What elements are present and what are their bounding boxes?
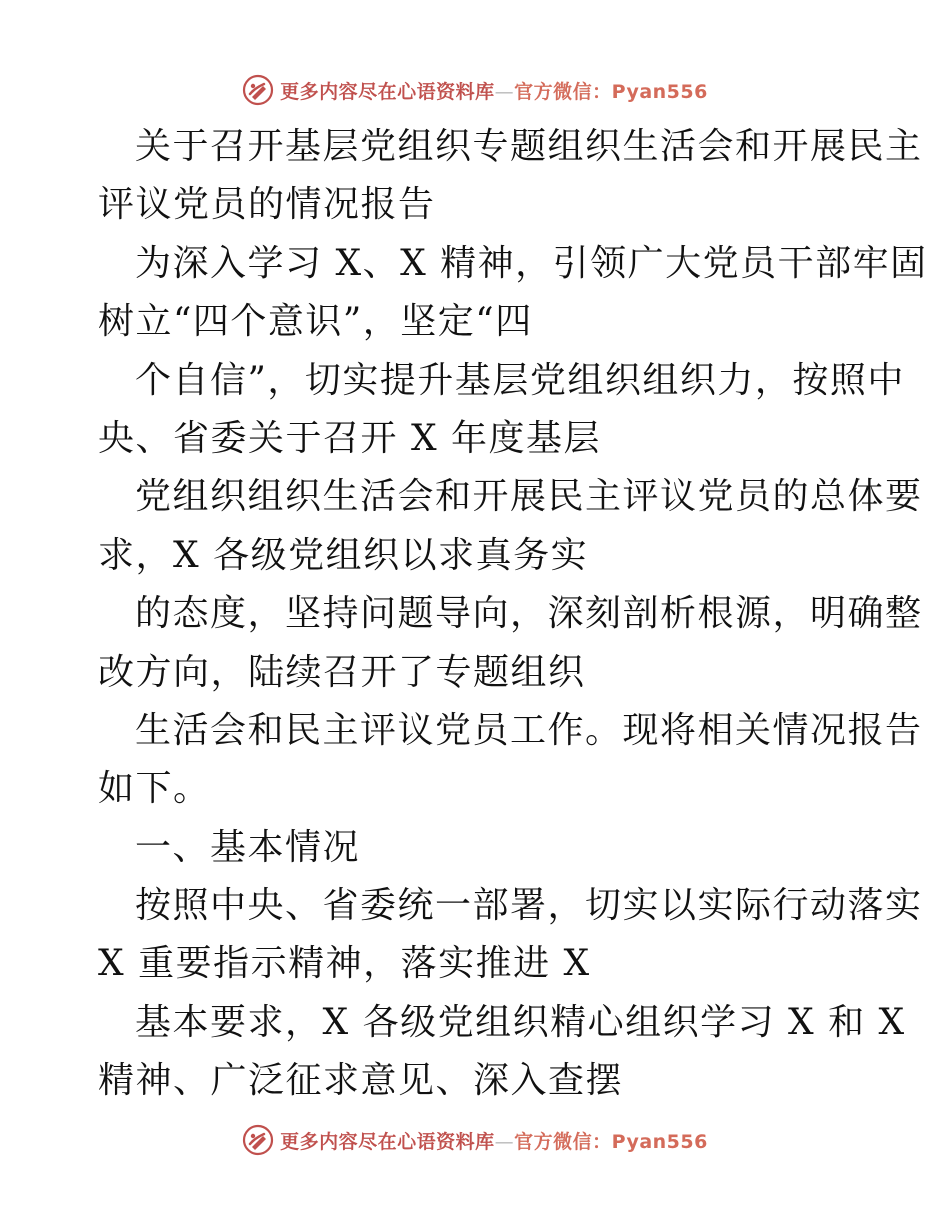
paragraph-line: 为深入学习 X、X 精神，引领广大党员干部牢固	[135, 242, 928, 284]
doc-title-line-1: 关于召开基层党组织专题组织生活会和开展民主	[135, 126, 923, 167]
watermark-text: 更多内容尽在心语资料库	[280, 80, 495, 103]
section-heading: 一、基本情况	[135, 826, 361, 868]
paragraph-line: 的态度，坚持问题导向，深刻剖析根源，明确整	[135, 593, 923, 635]
doc-title-line-2: 评议党员的情况报告	[98, 184, 436, 226]
paragraph-line: X 重要指示精神，落实推进 X	[98, 943, 591, 985]
book-pen-logo-icon	[242, 74, 274, 106]
paragraph-line: 党组织组织生活会和开展民主评议党员的总体要	[135, 476, 923, 518]
paragraph-line: 精神、广泛征求意见、深入查摆	[98, 1060, 624, 1102]
paragraph-line: 生活会和民主评议党员工作。现将相关情况报告	[135, 709, 923, 751]
watermark-separator: —	[494, 1130, 515, 1153]
document-body	[98, 118, 928, 1111]
paragraph-line: 改方向，陆续召开了专题组织	[98, 651, 586, 693]
book-pen-logo-icon	[242, 1124, 274, 1156]
paragraph-line: 基本要求，X 各级党组织精心组织学习 X 和 X	[135, 1001, 906, 1043]
paragraph-line: 央、省委关于召开 X 年度基层	[98, 417, 602, 459]
paragraph-line: 求，X 各级党组织以求真务实	[98, 534, 589, 576]
paragraph-line: 如下。	[98, 768, 211, 810]
watermark-wechat: 官方微信：Pyan556	[514, 80, 708, 103]
watermark-wechat: 官方微信：Pyan556	[514, 1130, 708, 1153]
watermark-separator: —	[494, 80, 515, 103]
footer-watermark	[0, 1122, 950, 1158]
paragraph-line: 按照中央、省委统一部署，切实以实际行动落实	[135, 885, 923, 927]
watermark-text: 更多内容尽在心语资料库	[280, 1130, 495, 1153]
paragraph-line: 个自信”，切实提升基层党组织组织力，按照中	[135, 359, 905, 401]
header-watermark	[0, 72, 950, 108]
paragraph-line: 树立“四个意识”，坚定“四	[98, 301, 533, 343]
